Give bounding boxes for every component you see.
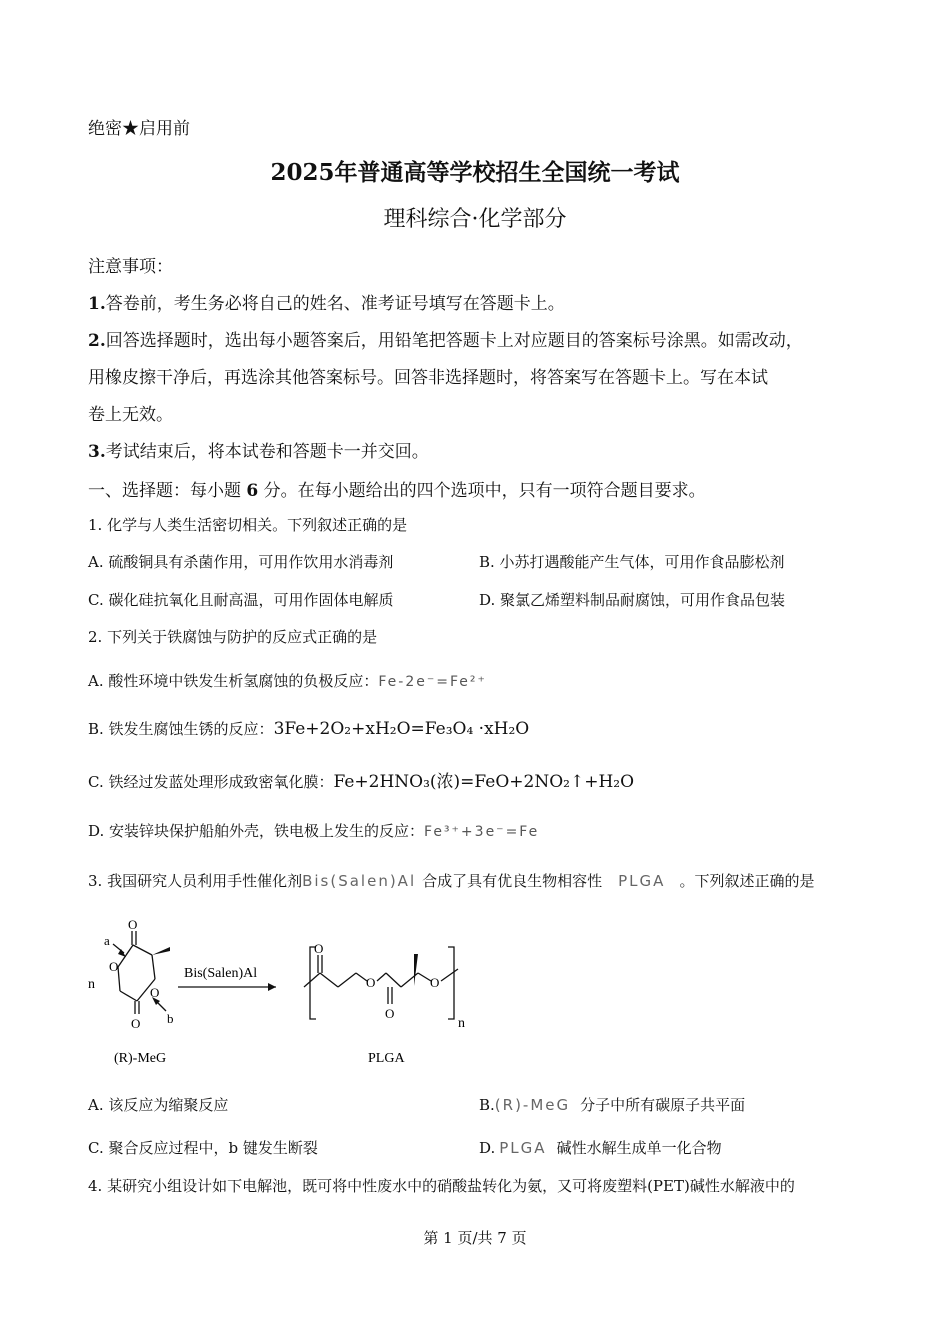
product-label: PLGA [368,1051,405,1066]
q2-option-d [88,820,539,841]
section-1-points: 6 [246,481,259,501]
plga-chain-o: O [430,975,440,990]
note-2-line-1 [88,326,803,351]
q3-option-b-text: 分子中所有碳原子共平面 [580,1096,746,1114]
q3-stem-post: 。下列叙述正确的是 [679,872,815,890]
q3-catalyst: Bis(Salen)Al [302,872,417,890]
q1-option-a: A. 硫酸铜具有杀菌作用，可用作饮用水消毒剂 [88,553,394,571]
q3-option-d-molecule: PLGA [499,1139,547,1157]
meg-ring-o-right: O [150,985,160,1000]
note-3-number: 3. [88,442,106,462]
q1-option-c: C. 碳化硅抗氧化且耐高温，可用作固体电解质 [88,591,394,609]
q2-option-c-equation: Fe+2HNO₃(浓)=FeO+2NO₂↑+H₂O [333,772,635,792]
plga-carbonyl-o-2: O [385,1006,395,1021]
product-n: n [458,1016,465,1031]
q2-option-b-equation: 3Fe+2O₂+xH₂O=Fe₃O₄ ·xH₂O [273,719,530,739]
bond-label-b: b [167,1011,174,1026]
q1-option-b: B. 小苏打遇酸能产生气体，可用作食品膨松剂 [479,553,785,571]
note-3-text: 考试结束后，将本试卷和答题卡一并交回。 [105,442,429,462]
bond-label-a: a [104,933,110,948]
reaction-arrow-head [268,983,276,991]
q2-option-d-text: D. 安装锌块保护船舶外壳，铁电极上发生的反应： [88,822,425,840]
section-1-heading [88,476,706,501]
note-2-number: 2. [88,331,106,351]
section-1-post: 分。在每小题给出的四个选项中，只有一项符合题目要求。 [258,481,706,501]
note-3 [88,437,429,462]
note-2-line-3: 卷上无效。 [88,405,173,425]
section-1-pre: 一、选择题：每小题 [88,481,247,501]
q2-option-c [88,767,634,792]
q3-stem [88,870,814,891]
notes-heading: 注意事项： [88,257,173,277]
q2-option-c-text: C. 铁经过发蓝处理形成致密氧化膜： [88,773,334,791]
q3-stem-mid: 合成了具有优良生物相容性 [422,872,603,890]
q3-option-d-letter: D. [479,1139,496,1157]
exam-subtitle: 理科综合·化学部分 [383,207,567,232]
q3-option-b [479,1094,745,1115]
meg-carbonyl-o-top: O [128,917,138,932]
reaction-scheme [80,915,480,1075]
meg-carbonyl-o-bottom: O [131,1016,141,1031]
note-2-text-1: 回答选择题时，选出每小题答案后，用铅笔把答题卡上对应题目的答案标号涂黑。如需改动， [105,331,803,351]
q3-polymer: PLGA [618,872,666,890]
plga-ester-o: O [366,975,376,990]
q4-stem: 4. 某研究小组设计如下电解池，既可将中性废水中的硝酸盐转化为氨，又可将废塑料(PET)碱性水解液中的 [88,1177,795,1195]
q1-option-d: D. 聚氯乙烯塑料制品耐腐蚀，可用作食品包装 [479,591,786,609]
q1-stem: 1. 化学与人类生活密切相关。下列叙述正确的是 [88,516,408,534]
q2-option-b-text: B. 铁发生腐蚀生锈的反应： [88,720,274,738]
q2-option-d-equation: Fe³⁺+3e⁻=Fe [424,824,540,840]
q3-option-a: A. 该反应为缩聚反应 [88,1096,229,1114]
q3-option-b-letter: B. [479,1096,495,1114]
reactant-label: (R)-MeG [114,1051,167,1066]
note-2-line-2: 用橡皮擦干净后，再选涂其他答案标号。回答非选择题时，将答案写在答题卡上。写在本试 [88,368,768,388]
q2-option-b [88,718,529,739]
note-1-number: 1. [88,294,106,314]
q3-option-d [479,1137,722,1158]
q3-option-b-molecule: (R)-MeG [494,1096,571,1114]
q3-stem-pre: 3. 我国研究人员利用手性催化剂 [88,872,303,890]
q3-option-d-text: 碱性水解生成单一化合物 [556,1139,722,1157]
plga-carbonyl-o-1: O [314,941,324,956]
q2-stem: 2. 下列关于铁腐蚀与防护的反应式正确的是 [88,628,378,646]
q2-option-a [88,670,487,691]
plga-methyl-wedge [414,954,418,986]
q2-option-a-text: A. 酸性环境中铁发生析氢腐蚀的负极反应： [88,672,379,690]
meg-methyl-wedge [152,947,170,955]
q2-option-a-equation: Fe-2e⁻=Fe²⁺ [378,674,487,690]
reaction-reagent: Bis(Salen)Al [184,966,258,981]
confidential-mark: 绝密★启用前 [88,119,190,139]
arrow-a-head [118,949,126,957]
exam-title: 2025年普通高等学校招生全国统一考试 [270,159,680,186]
q3-option-c: C. 聚合反应过程中，b 键发生断裂 [88,1139,318,1157]
meg-ring-o-left: O [109,959,119,974]
reactant-n: n [88,977,95,992]
note-1-text: 答卷前，考生务必将自己的姓名、准考证号填写在答题卡上。 [105,294,565,314]
note-1 [88,289,565,314]
page-number: 第 1 页/共 7 页 [423,1229,527,1247]
